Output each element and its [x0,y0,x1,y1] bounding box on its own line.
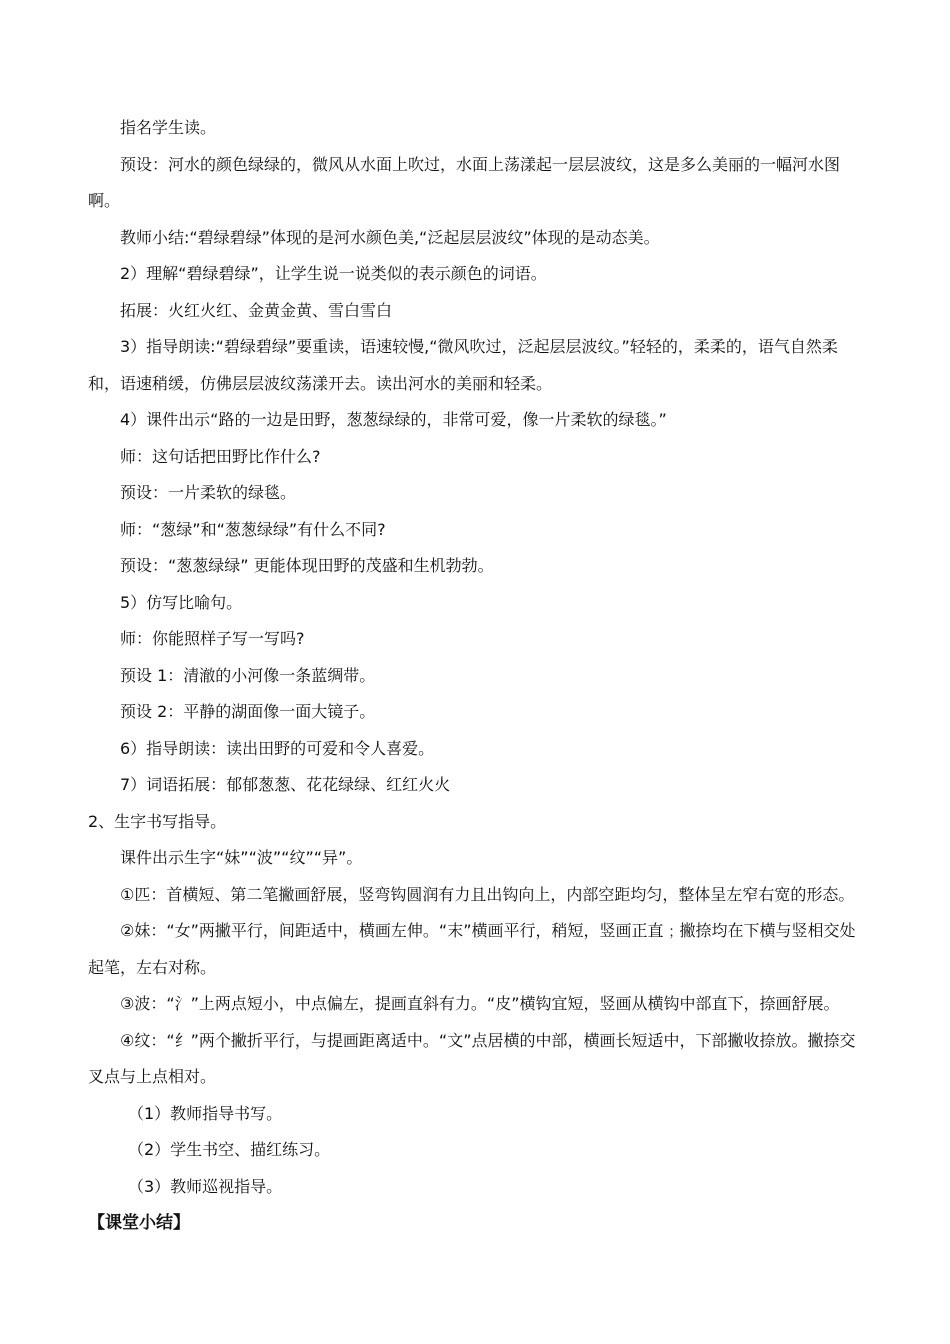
paragraph-23: ④纹：“纟”两个撇折平行，与提画距离适中。“文”点居横的中部，横画长短适中，下部撇收捺放。撇捺交叉点与上点相对。 [88,1030,856,1086]
paragraph-2: 预设：河水的颜色绿绿的，微风从水面上吹过，水面上荡漾起一层层波纹，这是多么美丽的一幅河水图啊。 [88,154,841,210]
paragraph-13: 师：你能照样子写一写吗? [120,629,305,648]
paragraph-7: 4）课件出示“路的一边是田野，葱葱绿绿的，非常可爱，像一片柔软的绿毯。” [120,410,667,429]
paragraph-11: 预设：“葱葱绿绿” 更能体现田野的茂盛和生机勃勃。 [120,556,494,575]
section-heading-writing: 2、生字书写指导。 [88,811,227,831]
paragraph-14: 预设 1：清澈的小河像一条蓝绸带。 [120,665,376,685]
paragraph-4: 2）理解“碧绿碧绿”，让学生说一说类似的表示颜色的词语。 [120,264,547,283]
paragraph-16: 6）指导朗读：读出田野的可爱和令人喜爱。 [120,738,435,758]
paragraph-26: （3）教师巡视指导。 [128,1176,283,1196]
paragraph-19: 课件出示生字“妹”“波”“纹”“异”。 [120,848,363,867]
paragraph-8: 师：这句话把田野比作什么? [120,446,321,466]
paragraph-20: ①匹：首横短、第二笔撇画舒展，竖弯钩圆润有力且出钩向上，内部空距均匀，整体呈左窄右宽的形态。 [120,884,855,904]
paragraph-17: 7）词语拓展：郁郁葱葱、花花绿绿、红红火火 [120,775,451,794]
section-heading-summary: 【课堂小结】 [88,1213,190,1233]
paragraph-6: 3）指导朗读:“碧绿碧绿”要重读，语速较慢,“微风吹过，泛起层层波纹。”轻轻的，柔柔的，语气自然柔和，语速稍缓，仿佛层层波纹荡漾开去。读出河水的美丽和轻柔。 [88,337,838,393]
paragraph-10: 师：“葱绿”和“葱葱绿绿”有什么不同? [120,519,386,539]
paragraph-21: ②妹：“女”两撇平行，间距适中，横画左伸。“末”横画平行，稍短，竖画正直﹔撇捺均在下横与竖相交处起笔，左右对称。 [88,921,856,977]
paragraph-25: （2）学生书空、描红练习。 [128,1140,331,1159]
paragraph-5: 拓展：火红火红、金黄金黄、雪白雪白 [120,300,393,320]
document-body [88,110,862,1242]
paragraph-9: 预设：一片柔软的绿毯。 [120,483,297,502]
paragraph-15: 预设 2：平静的湖面像一面大镜子。 [120,702,376,721]
paragraph-22: ③波：“氵”上两点短小，中点偏左，提画直斜有力。“皮”横钩宜短，竖画从横钩中部直下，捺画舒展。 [120,994,840,1013]
paragraph-24: （1）教师指导书写。 [128,1103,283,1123]
paragraph-1: 指名学生读。 [120,118,217,137]
paragraph-12: 5）仿写比喻句。 [120,592,243,612]
paragraph-3: 教师小结:“碧绿碧绿”体现的是河水颜色美,“泛起层层波纹”体现的是动态美。 [120,227,660,247]
